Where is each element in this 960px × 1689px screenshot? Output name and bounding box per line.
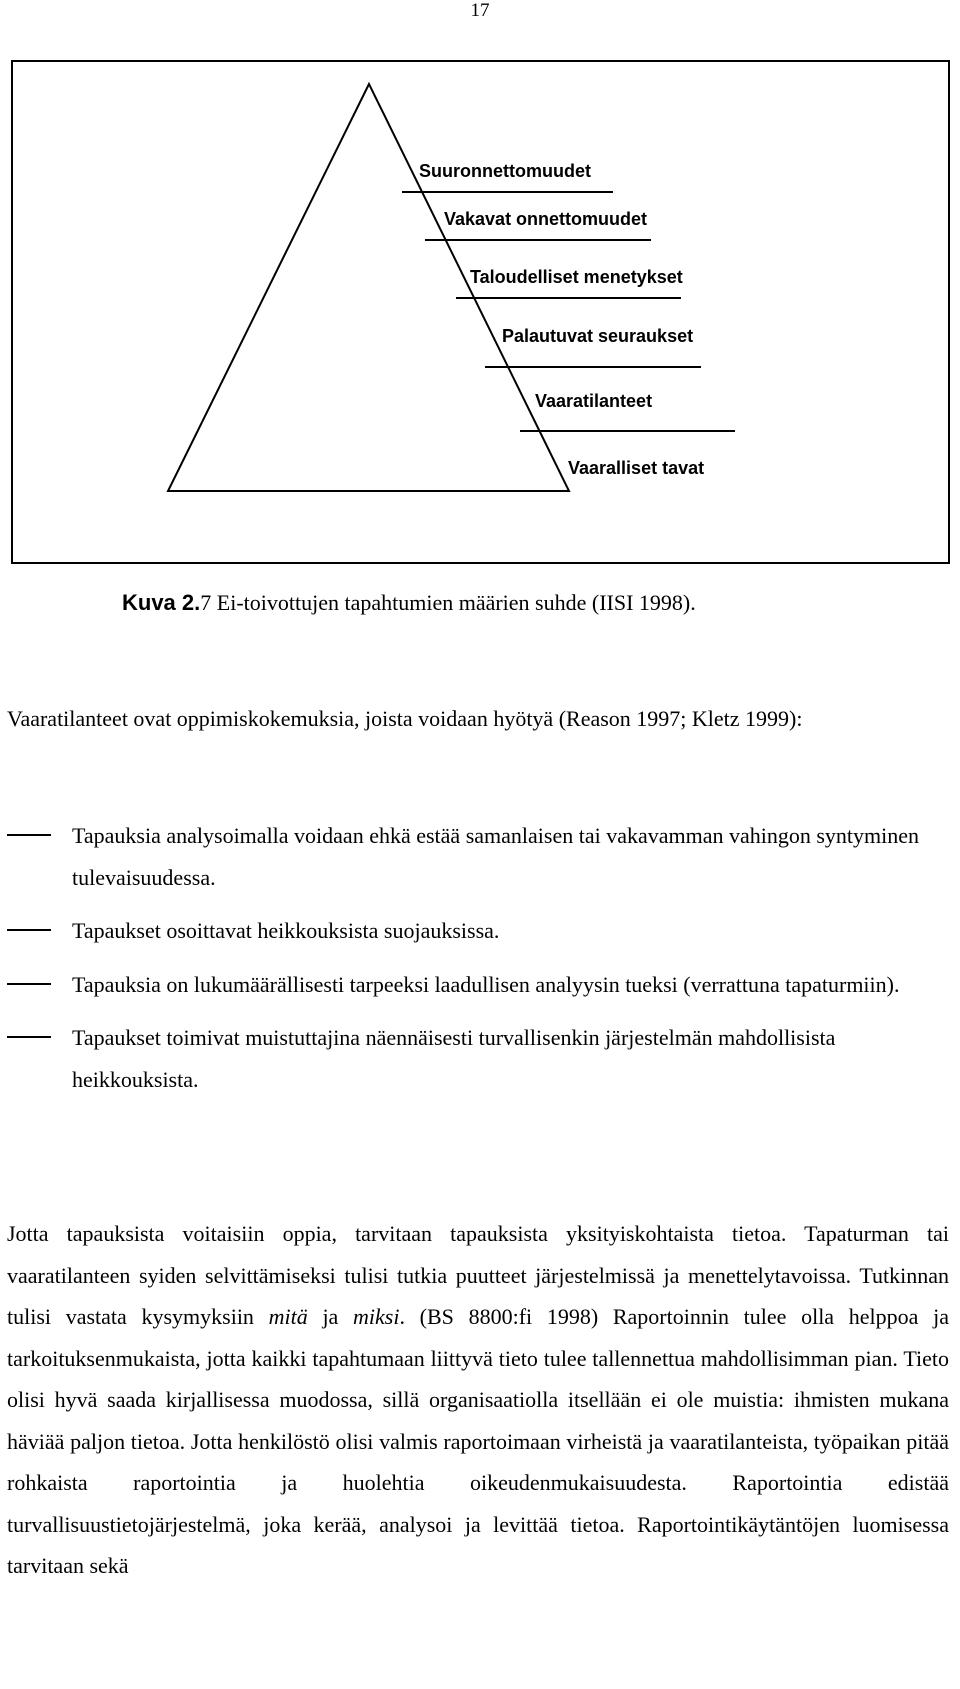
pyramid-diagram [13,62,948,562]
pyramid-level-1: Suuronnettomuudet [419,161,591,181]
dash-icon [7,834,51,836]
dash-icon [7,1036,51,1038]
bullet-text: Tapauksia on lukumäärällisesti tarpeeksi laadullisen analyysin tueksi (verrattuna tapaturmiin). [72,971,900,997]
list-item [7,910,949,952]
body-text-2: ja [307,1304,354,1329]
intro-paragraph: Vaaratilanteet ovat oppimiskokemuksia, joista voidaan hyötyä (Reason 1997; Kletz 1999): [7,706,803,731]
bullet-text: Tapauksia analysoimalla voidaan ehkä estää samanlaisen tai vakavamman vahingon syntyminen tulevaisuudessa. [72,823,920,890]
pyramid-level-3: Taloudelliset menetykset [470,267,683,287]
list-item [7,964,949,1006]
body-italic-mita: mitä [268,1304,308,1329]
caption-text: 7 Ei-toivottujen tapahtumien määrien suhde (IISI 1998). [200,590,696,615]
figure-caption [122,590,696,616]
pyramid-level-4: Palautuvat seuraukset [502,326,694,346]
page-number: 17 [470,0,490,21]
list-item [7,1017,949,1100]
body-text-3: . (BS 8800:fi 1998) Raportoinnin tulee olla helppoa ja tarkoituksenmukaista, jotta kaikki tapahtumaan liittyvä tieto tulee tallennettua mahdollisimman pian. Tieto olisi hyvä saada kirjallisessa muodossa, sillä organisaatiolla itsellään ei ole muistia: ihmisten mukana häviää paljon tietoa. Jotta henkilöstö olisi valmis raportoimaan virheistä ja vaaratilanteista, työpaikan pitää rohkaista raportointia ja huolehtia oikeudenmukaisuudesta. Raportointia edistää turvallisuustietojärjestelmä, joka kerää, analysoi ja levittää tietoa. Raportointikäytäntöjen luomisessa tarvitaan sekä [7,1304,949,1578]
dash-icon [7,983,51,985]
pyramid-level-2: Vakavat onnettomuudet [444,209,648,229]
pyramid-level-6: Vaaralliset tavat [568,458,705,478]
pyramid-outline [168,84,569,491]
list-item [7,815,949,898]
bullet-text: Tapaukset toimivat muistuttajina näennäisesti turvallisenkin järjestelmän mahdollisista heikkouksista. [72,1025,836,1092]
bullet-list [7,815,949,1112]
bullet-text: Tapaukset osoittavat heikkouksista suojauksissa. [72,918,500,943]
pyramid-level-5: Vaaratilanteet [535,391,653,411]
body-italic-miksi: miksi [353,1304,400,1329]
body-paragraph [7,1213,949,1587]
figure-frame [11,60,950,564]
body-text-1: Jotta tapauksista voitaisiin oppia, tarvitaan tapauksista yksityiskohtaista tietoa. Tapaturman tai vaaratilanteen syiden selvittämiseksi tulisi tutkia puutteet järjestelmissä ja menettelytavoissa. Tutkinnan tulisi vastata kysymyksiin [7,1221,949,1329]
caption-label: Kuva 2. [122,590,201,615]
dash-icon [7,929,51,931]
